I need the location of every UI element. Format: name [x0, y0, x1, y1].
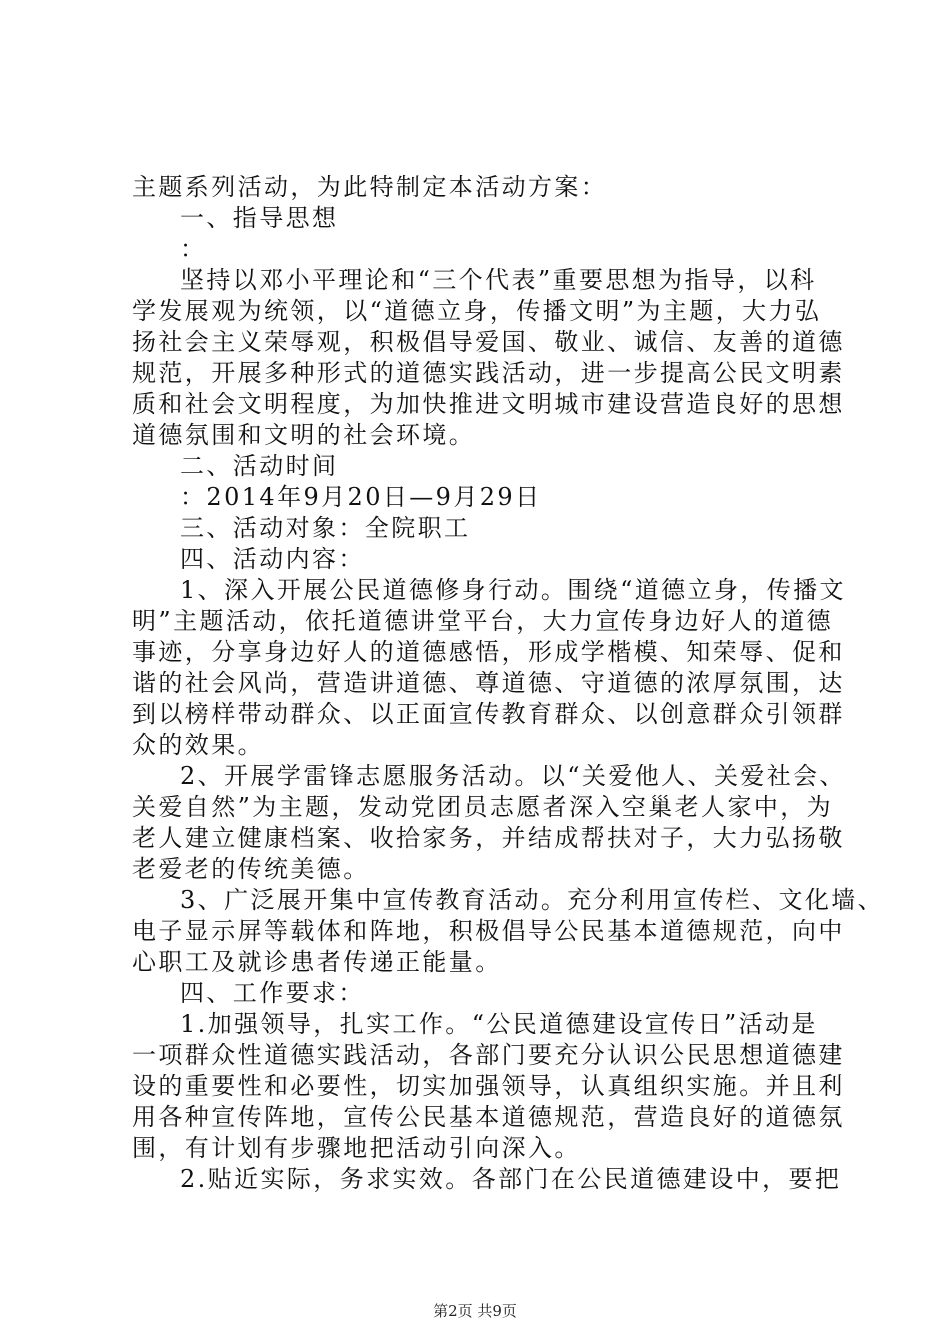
- text-line: 四、活动内容：: [180, 545, 365, 573]
- text-line: 老爱老的传统美德。: [132, 855, 370, 883]
- text-line: 用各种宣传阵地，宣传公民基本道德规范，营造良好的道德氛: [132, 1103, 845, 1131]
- text-line: 事迹，分享身边好人的道德感悟，形成学楷模、知荣辱、促和: [132, 638, 845, 666]
- text-line: 质和社会文明程度，为加快推进文明城市建设营造良好的思想: [132, 390, 845, 418]
- text-line: 坚持以邓小平理论和“三个代表”重要思想为指导，以科: [180, 266, 817, 294]
- text-line: ：2014年9月20日—9月29日: [180, 483, 542, 511]
- text-line: 众的效果。: [132, 731, 264, 759]
- text-line: 一项群众性道德实践活动，各部门要充分认识公民思想道德建: [132, 1041, 845, 1069]
- text-line: 1.加强领导，扎实工作。“公民道德建设宣传日”活动是: [180, 1010, 818, 1038]
- text-line: ：: [180, 235, 207, 263]
- text-line: 心职工及就诊患者传递正能量。: [132, 948, 502, 976]
- text-line: 到以榜样带动群众、以正面宣传教育群众、以创意群众引领群: [132, 700, 845, 728]
- document-body: [132, 172, 885, 1195]
- text-line: 规范，开展多种形式的道德实践活动，进一步提高公民文明素: [132, 359, 845, 387]
- text-line: 设的重要性和必要性，切实加强领导，认真组织实施。并且利: [132, 1072, 845, 1100]
- text-line: 关爱自然”为主题，发动党团员志愿者深入空巢老人家中，为: [132, 793, 834, 821]
- text-line: 1、深入开展公民道德修身行动。围绕“道德立身，传播文: [180, 576, 846, 604]
- text-line: 三、活动对象：全院职工: [180, 514, 471, 542]
- text-line: 电子显示屏等载体和阵地，积极倡导公民基本道德规范，向中: [132, 917, 845, 945]
- text-line: 3、广泛展开集中宣传教育活动。充分利用宣传栏、文化墙、: [180, 886, 885, 914]
- text-line: 2、开展学雷锋志愿服务活动。以“关爱他人、关爱社会、: [180, 762, 846, 790]
- text-line: 道德氛围和文明的社会环境。: [132, 421, 476, 449]
- text-line: 谐的社会风尚，营造讲道德、尊道德、守道德的浓厚氛围，达: [132, 669, 845, 697]
- text-line: 明”主题活动，依托道德讲堂平台，大力宣传身边好人的道德: [132, 607, 834, 635]
- text-line: 围，有计划有步骤地把活动引向深入。: [132, 1134, 581, 1162]
- text-line: 主题系列活动，为此特制定本活动方案：: [132, 173, 608, 201]
- text-line: 二、活动时间: [180, 452, 339, 480]
- text-line: 四、工作要求：: [180, 979, 365, 1007]
- text-line: 学发展观为统领，以“道德立身，传播文明”为主题，大力弘: [132, 297, 822, 325]
- text-line: 一、指导思想: [180, 204, 339, 232]
- text-line: 2.贴近实际，务求实效。各部门在公民道德建设中，要把: [180, 1165, 842, 1193]
- text-line: 老人建立健康档案、收拾家务，并结成帮扶对子，大力弘扬敬: [132, 824, 845, 852]
- page-footer: 第2页 共9页: [433, 1302, 517, 1320]
- text-line: 扬社会主义荣辱观，积极倡导爱国、敬业、诚信、友善的道德: [132, 328, 845, 356]
